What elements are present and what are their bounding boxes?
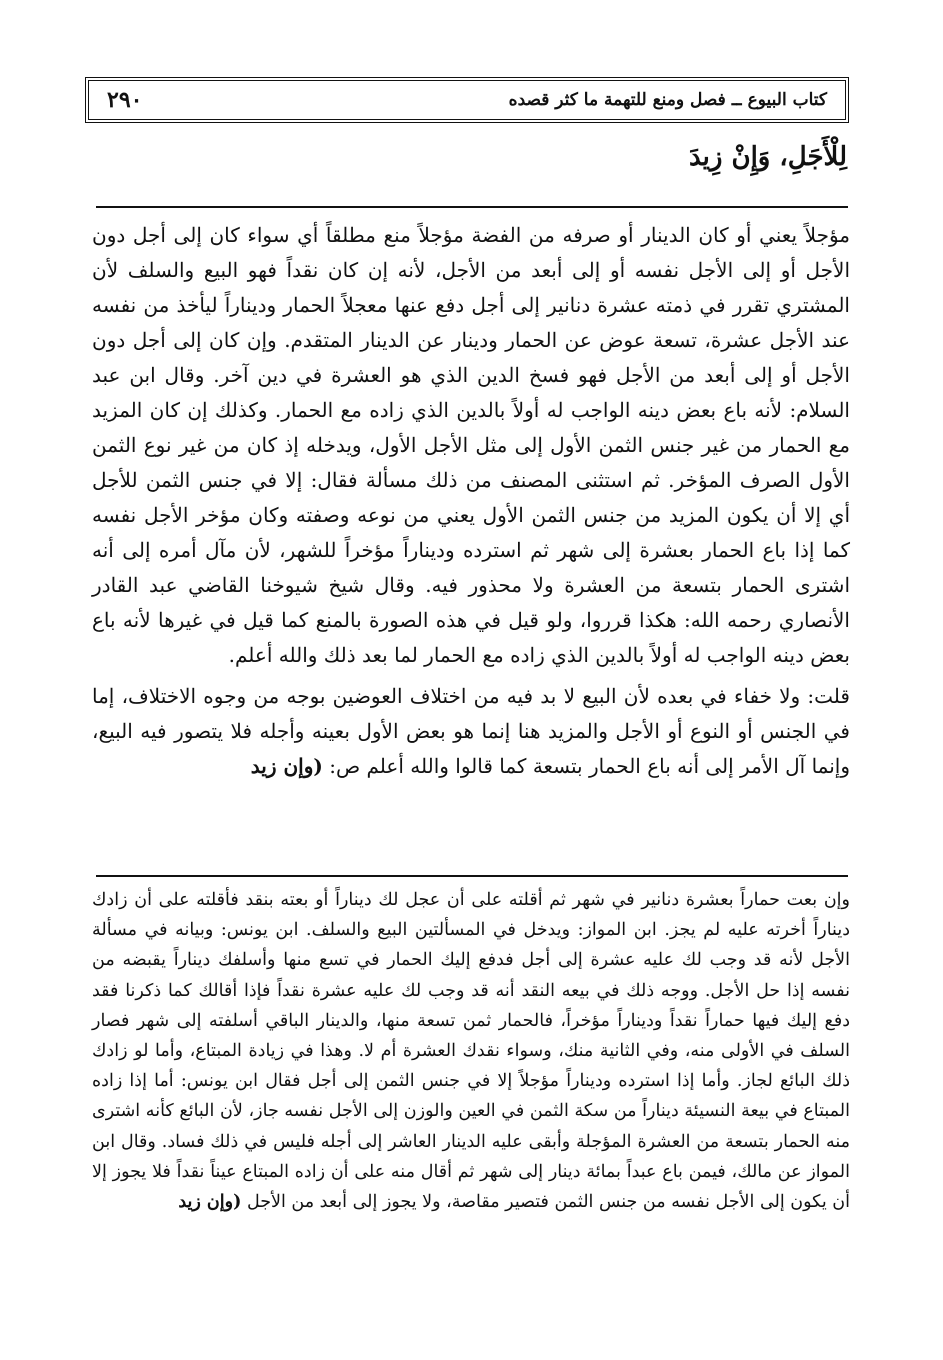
footnote-body — [92, 885, 850, 1217]
running-title: كتاب البيوع ــ فصل ومنع للتهمة ما كثر قصده — [508, 90, 827, 110]
running-header — [85, 77, 849, 123]
page-number: ٢٩٠ — [107, 87, 143, 113]
commentary-body — [92, 218, 850, 784]
section-divider-top — [96, 206, 848, 208]
commentary-paragraph-text: قلت: ولا خفاء في بعده لأن البيع لا بد فيه من اختلاف العوضين بوجه من وجوه الاختلاف، إما في الجنس أو النوع أو الأجل والمزيد هنا إنما هو بعض الأول بعينه وأجله فلا يتصور فيه البيع، وإنما آل الأمر إلى أنه باع الحمار بتسعة كما قالوا والله أعلم ص: — [92, 684, 850, 778]
matn-text: لِلْأَجَلِ، وَإِنْ زِيدَ — [688, 142, 847, 172]
footnote-matn-quote: (وإن زيد — [178, 1192, 242, 1213]
commentary-paragraph — [92, 679, 850, 784]
matn-quote: (وإن زيد — [250, 754, 323, 778]
commentary-paragraph: مؤجلاً يعني أو كان الدينار أو صرفه من الفضة مؤجلاً منع مطلقاً أي سواء كان إلى أجل دون الأجل أو إلى الأجل نفسه أو إلى أبعد من الأجل، لأنه إن كان نقداً فهو البيع والسلف لأن المشتري تقرر في ذمته عشرة دنانير إلى أجل دفع عنها معجلاً الحمار وديناراً ليأخذ من نفسه عند الأجل عشرة، تسعة عوض عن الحمار ودينار عن الدينار المتقدم. وإن كان إلى أجل دون الأجل أو إلى أبعد من الأجل فهو فسخ الدين الذي هو العشرة في دين آخر. وقال ابن عبد السلام: لأنه باع بعض دينه الواجب له أولاً بالدين الذي زاده مع الحمار. وكذلك إن كان المزيد مع الحمار من غير جنس الثمن الأول إلى مثل الأجل الأول، ويدخله إذ كان من غير نوع الثمن الأول الصرف المؤخر. ثم استثنى المصنف من ذلك مسألة فقال: إلا في جنس الثمن للأجل أي إلا أن يكون المزيد من جنس الثمن الأول يعني من نوعه وصفته وكان مؤخر الأجل نفسه كما إذا باع الحمار بعشرة إلى شهر ثم استرده وديناراً مؤخراً للشهر، لأن مآل أمره إلى أنه اشترى الحمار بتسعة من العشرة ولا محذور فيه. وقال شيخ شيوخنا القاضي عبد القادر الأنصاري رحمه الله: هكذا قرروا، ولو قيل في هذه الصورة بالمنع كما قيل في غيرها لأنه باع بعض دينه الواجب له أولاً بالدين الذي زاده مع الحمار لما بعد ذلك والله أعلم. — [92, 223, 851, 667]
footnote-paragraph — [92, 885, 850, 1217]
footnote-text: وإن بعت حماراً بعشرة دنانير في شهر ثم أقلته على أن عجل لك ديناراً أو بعته بنقد فأقلته على أن زادك ديناراً أخرته عليه لم يجز. ابن المواز: ويدخل في المسألتين البيع والسلف. ابن يونس: وبيانه في مسألة الأجل لأنه قد وجب لك عليه عشرة إلى أجل فدفع إليك الحمار في تسع منها وأسلفك ديناراً يقبضه من نفسه إذا حل الأجل. ووجه ذلك في بيعه النقد أنه قد وجب لك عليه عشرة نقداً فإذا أقالك كما ذكرنا فقد دفع إليك فيها حماراً نقداً وديناراً مؤخراً، فالحمار ثمن تسعة منها، والدينار الباقي أسلفته إلى شهر فصار السلف في الأولى منه، وفي الثانية منك، وسواء نقدك العشرة أم لا. وهذا في زيادة المبتاع، وأما لو زادك ذلك البائع لجاز. وأما إذا استرده وديناراً مؤجلاً إلا في جنس الثمن إلى أجل فقال ابن يونس: أما إذا زاده المبتاع في بيعة النسيئة ديناراً من سكة الثمن في العين والوزن إلى الأجل نفسه جاز، لأن البائع كأنه اشترى منه الحمار بتسعة من العشرة المؤجلة وأبقى عليه الدينار العاشر إلى أجله فليس في ذلك فساد. وقال ابن المواز عن مالك، فيمن باع عبداً بمائة دينار إلى شهر ثم أقال منه على أن زاده المبتاع عيناً نقداً فلا يجوز إلا أن يكون إلى الأجل نفسه من جنس الثمن فتصير مقاصة، ولا يجوز إلى أبعد من الأجل — [92, 890, 851, 1213]
section-divider-footnote — [96, 875, 848, 877]
